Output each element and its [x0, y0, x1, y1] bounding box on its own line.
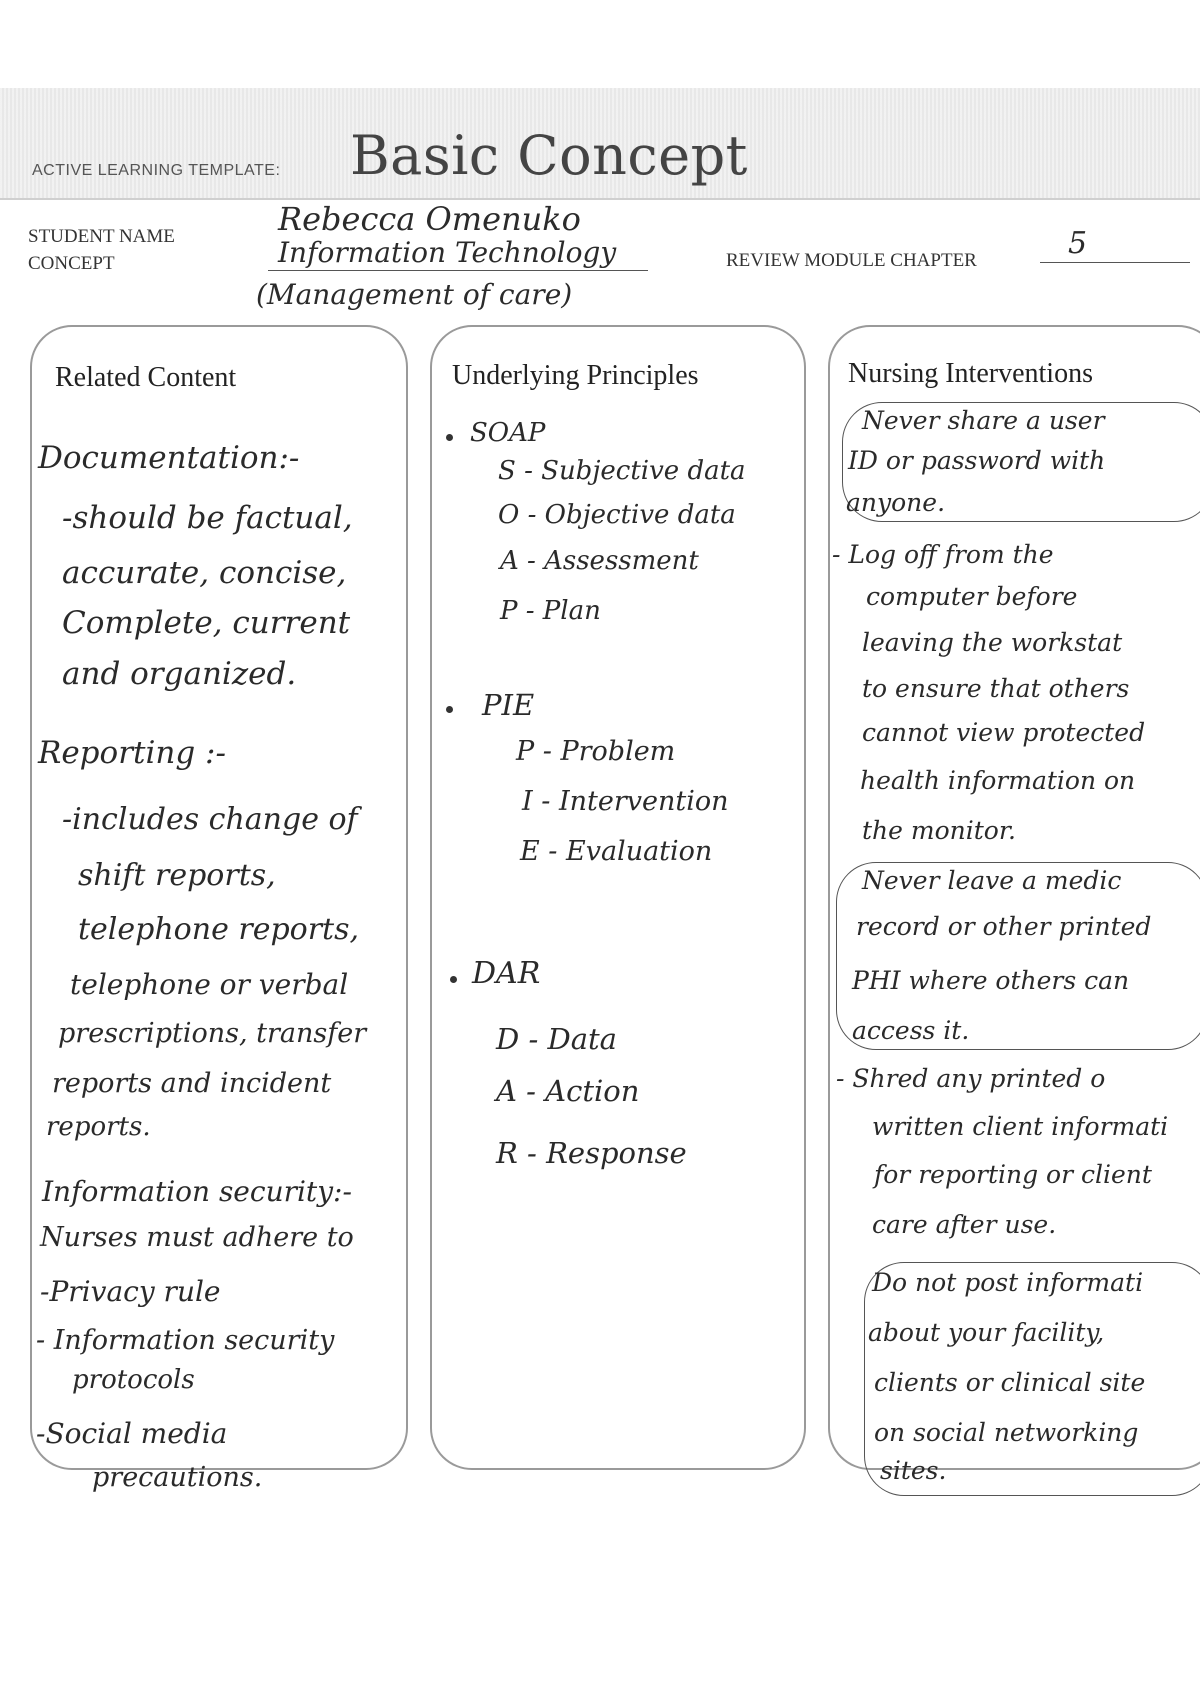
- intervention-line: anyone.: [846, 488, 946, 517]
- related-line: Complete, current: [62, 605, 351, 641]
- intervention-line: the monitor.: [862, 816, 1016, 845]
- intervention-line: for reporting or client: [874, 1160, 1152, 1189]
- related-line: - Information security: [36, 1325, 335, 1356]
- related-line: Documentation:-: [38, 440, 300, 476]
- intervention-line: Never leave a medic: [862, 866, 1122, 895]
- soap-item: O - Objective data: [498, 500, 736, 530]
- related-line: Reporting :-: [38, 735, 226, 771]
- related-line: telephone reports,: [78, 912, 360, 947]
- chapter-label: REVIEW MODULE CHAPTER: [726, 250, 977, 271]
- soap-item: A - Assessment: [500, 546, 699, 576]
- intervention-line: leaving the workstat: [862, 628, 1123, 657]
- underlying-principles-heading: Underlying Principles: [452, 360, 699, 391]
- related-line: reports.: [46, 1112, 151, 1142]
- soap-title: SOAP: [470, 418, 546, 448]
- related-line: protocols: [72, 1365, 195, 1395]
- concept-subtitle: (Management of care): [256, 278, 573, 311]
- related-line: -includes change of: [62, 802, 358, 837]
- intervention-line: computer before: [866, 582, 1078, 611]
- concept-underline: [268, 270, 648, 271]
- intervention-line: on social networking: [874, 1418, 1139, 1447]
- dar-item: R - Response: [496, 1136, 687, 1170]
- intervention-line: sites.: [880, 1456, 947, 1485]
- pie-item: P - Problem: [516, 736, 676, 767]
- bullet-dar: [450, 976, 457, 983]
- intervention-line: written client informati: [872, 1112, 1169, 1141]
- intervention-line: - Log off from the: [832, 540, 1054, 569]
- nursing-interventions-heading: Nursing Interventions: [848, 358, 1093, 389]
- bullet-soap: [446, 434, 453, 441]
- related-line: prescriptions, transfer: [58, 1018, 367, 1049]
- template-label: ACTIVE LEARNING TEMPLATE:: [32, 162, 281, 179]
- bullet-pie: [446, 706, 453, 713]
- intervention-line: health information on: [860, 766, 1136, 795]
- chapter-underline: [1040, 262, 1190, 263]
- related-line: precautions.: [92, 1462, 263, 1493]
- header-divider: [0, 198, 1200, 200]
- dar-item: D - Data: [496, 1022, 617, 1056]
- intervention-line: Do not post informati: [872, 1268, 1144, 1297]
- concept-label: CONCEPT: [28, 253, 115, 274]
- related-line: Nurses must adhere to: [40, 1222, 354, 1253]
- related-line: Information security:-: [42, 1175, 352, 1208]
- soap-item: S - Subjective data: [498, 456, 746, 486]
- intervention-line: PHI where others can: [852, 966, 1130, 995]
- soap-item: P - Plan: [500, 596, 601, 626]
- chapter-value: 5: [1068, 226, 1088, 261]
- template-title: Basic Concept: [350, 124, 748, 187]
- concept-value: Information Technology: [278, 236, 617, 269]
- intervention-line: ID or password with: [848, 446, 1106, 475]
- pie-title: PIE: [482, 688, 535, 722]
- pie-item: E - Evaluation: [520, 836, 713, 867]
- student-name-label: STUDENT NAME: [28, 226, 175, 247]
- related-content-heading: Related Content: [55, 362, 237, 393]
- intervention-line: clients or clinical site: [874, 1368, 1146, 1397]
- intervention-line: Never share a user: [862, 406, 1105, 435]
- intervention-line: care after use.: [872, 1210, 1057, 1239]
- intervention-line: about your facility,: [868, 1318, 1105, 1347]
- related-line: telephone or verbal: [70, 968, 349, 1001]
- dar-title: DAR: [472, 956, 541, 991]
- intervention-line: cannot view protected: [862, 718, 1146, 747]
- dar-item: A - Action: [496, 1074, 640, 1108]
- related-line: -Social media: [36, 1417, 228, 1450]
- related-line: reports and incident: [52, 1068, 332, 1099]
- related-line: accurate, concise,: [62, 555, 347, 591]
- related-line: -Privacy rule: [40, 1275, 221, 1308]
- pie-item: I - Intervention: [522, 786, 729, 817]
- intervention-line: - Shred any printed o: [836, 1064, 1106, 1093]
- student-name-value: Rebecca Omenuko: [278, 200, 581, 238]
- related-line: -should be factual,: [62, 500, 353, 536]
- intervention-line: record or other printed: [856, 912, 1152, 941]
- intervention-line: access it.: [852, 1016, 970, 1045]
- related-line: shift reports,: [78, 858, 276, 893]
- related-line: and organized.: [62, 656, 297, 692]
- underlying-principles-column: [430, 325, 806, 1470]
- intervention-line: to ensure that others: [862, 674, 1130, 703]
